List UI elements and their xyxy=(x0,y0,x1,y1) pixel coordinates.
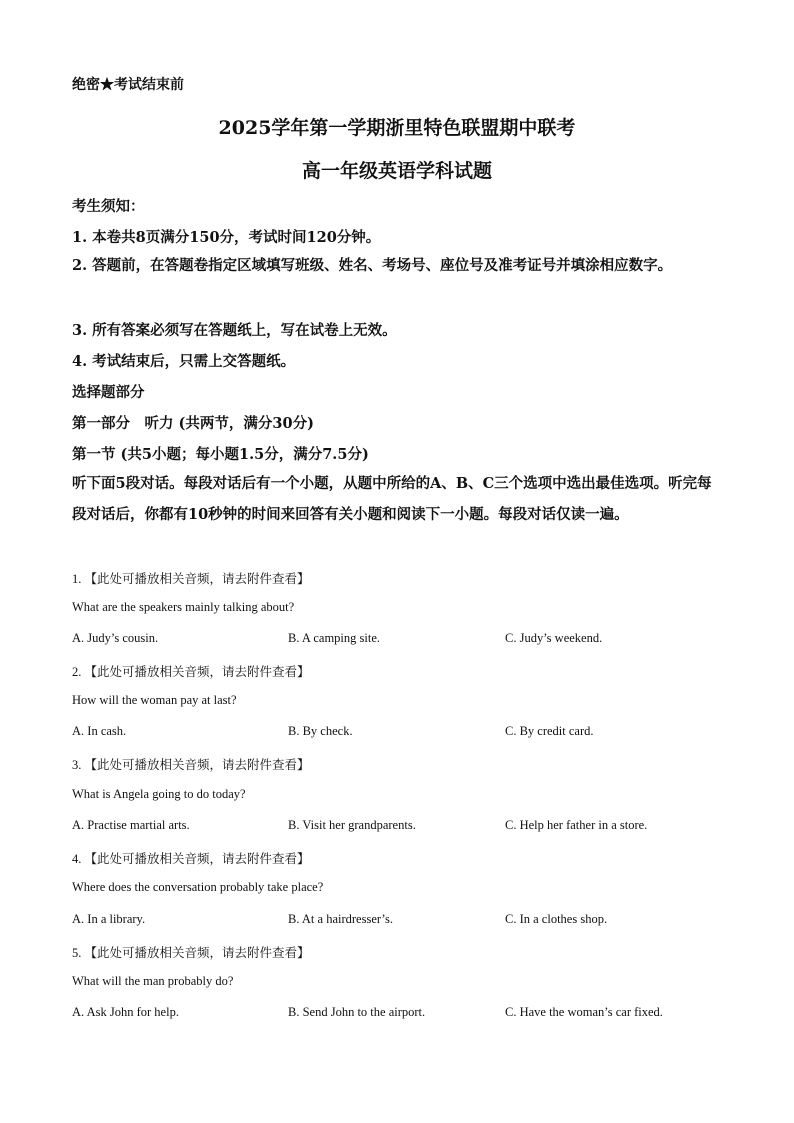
audio-placeholder-5[interactable]: 5. 【此处可播放相关音频，请去附件查看】 xyxy=(72,946,310,960)
audio-placeholder-4[interactable]: 4. 【此处可播放相关音频，请去附件查看】 xyxy=(72,852,310,866)
confidential-label: 绝密★考试结束前 xyxy=(72,77,184,93)
question-3-text: What is Angela going to do today? xyxy=(72,787,246,801)
question-3-option-b: B. Visit her grandparents. xyxy=(288,818,416,832)
question-5-option-a: A. Ask John for help. xyxy=(72,1005,179,1019)
question-3-option-c: C. Help her father in a store. xyxy=(505,818,648,832)
question-2-text: How will the woman pay at last? xyxy=(72,693,237,707)
notice-item-4: 4. 考试结束后，只需上交答题纸。 xyxy=(72,353,296,370)
question-4-option-a: A. In a library. xyxy=(72,912,146,926)
question-3-option-a: A. Practise martial arts. xyxy=(72,818,190,832)
notice-heading: 考生须知： xyxy=(72,198,145,215)
question-2-option-a: A. In cash. xyxy=(72,724,127,738)
audio-placeholder-1[interactable]: 1. 【此处可播放相关音频，请去附件查看】 xyxy=(72,572,310,586)
notice-item-3: 3. 所有答案必须写在答题纸上，写在试卷上无效。 xyxy=(72,322,397,339)
audio-placeholder-3[interactable]: 3. 【此处可播放相关音频，请去附件查看】 xyxy=(72,758,310,772)
question-2-option-c: C. By credit card. xyxy=(505,724,594,738)
audio-placeholder-2[interactable]: 2. 【此处可播放相关音频，请去附件查看】 xyxy=(72,665,310,679)
notice-item-2: 2. 答题前，在答题卷指定区域填写班级、姓名、考场号、座位号及准考证号并填涂相应数字。 xyxy=(72,257,673,274)
listening-instructions: 听下面5段对话。每段对话后有一个小题，从题中所给的A、B、C三个选项中选出最佳选项。听完每段对话后，你都有10秒钟的时间来回答有关小题和阅读下一小题。每段对话仅读一遍。 xyxy=(72,475,712,523)
question-4-text: Where does the conversation probably take place? xyxy=(72,880,324,894)
question-1-option-c: C. Judy’s weekend. xyxy=(505,631,603,645)
exam-subtitle: 高一年级英语学科试题 xyxy=(301,160,492,182)
question-4-option-c: C. In a clothes shop. xyxy=(505,912,608,926)
question-1-option-a: A. Judy’s cousin. xyxy=(72,631,159,645)
question-5-option-c: C. Have the woman’s car fixed. xyxy=(505,1005,663,1019)
question-4-option-b: B. At a hairdresser’s. xyxy=(288,912,393,926)
section-one-heading: 第一节 (共5小题；每小题1.5分，满分7.5分) xyxy=(72,446,369,463)
question-5-text: What will the man probably do? xyxy=(72,974,234,988)
question-1-option-b: B. A camping site. xyxy=(288,631,381,645)
notice-item-1: 1. 本卷共8页满分150分，考试时间120分钟。 xyxy=(72,229,381,246)
question-5-option-b: B. Send John to the airport. xyxy=(288,1005,426,1019)
question-1-text: What are the speakers mainly talking about? xyxy=(72,600,295,614)
listening-part-heading: 第一部分 听力 (共两节，满分30分) xyxy=(72,415,314,432)
choice-part-heading: 选择题部分 xyxy=(72,384,145,401)
question-2-option-b: B. By check. xyxy=(288,724,353,738)
exam-title: 2025学年第一学期浙里特色联盟期中联考 xyxy=(218,117,576,139)
